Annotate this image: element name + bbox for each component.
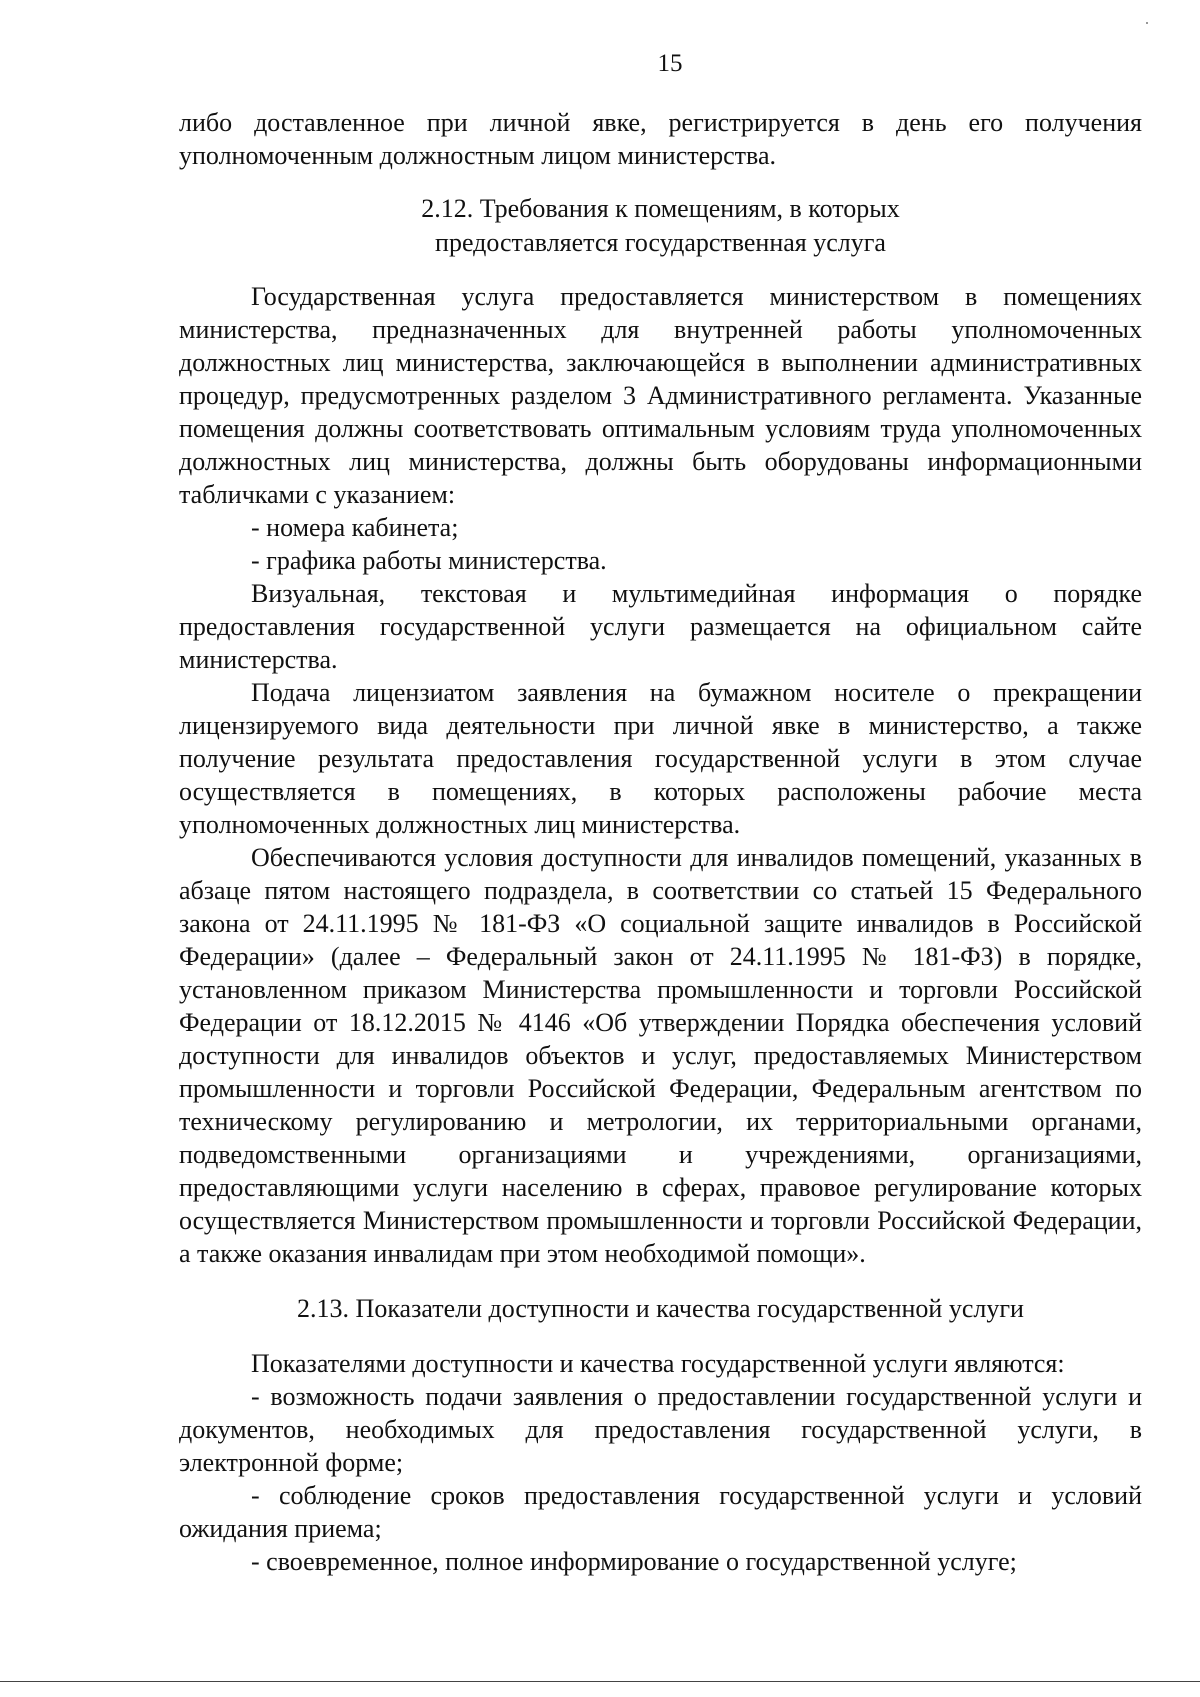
paragraph-application-submission: Подача лицензиатом заявления на бумажном носителе о прекращении лицензируемого вида деятельности при личной явке в министерство, а также получение результата предоставления государственной услуги в этом случае осуществляется в помещениях, в которых расположены рабочие места уполномоченных должностных лиц министерства.: [179, 678, 1142, 839]
paragraph-indicators-intro: Показателями доступности и качества государственной услуги являются:: [251, 1349, 1065, 1378]
list-item-cabinet-number: - номера кабинета;: [251, 513, 459, 542]
paragraph-accessibility: Обеспечиваются условия доступности для инвалидов помещений, указанных в абзаце пятом настоящего подраздела, в соответствии со статьей 15 Федерального закона от 24.11.1995 № 181-ФЗ «О социальной защите инвалидов в Российской Федерации» (далее – Федеральный закон от 24.11.1995 № 181-ФЗ) в порядке, установленном приказом Министерства промышленности и торговли Российской Федерации от 18.12.2015 № 4146 «Об утверждении Порядка обеспечения условий доступности для инвалидов объектов и услуг, предоставляемых Министерством промышленности и торговли Российской Федерации, Федеральным агентством по техническому регулированию и метрологии, их территориальными органами, подведомственными организациями и учреждениями, организациями, предоставляющими услуги населению в сферах, правовое регулирование которых осуществляется Министерством промышленности и торговли Российской Федерации, а также оказания инвалидам при этом необходимой помощи».: [179, 843, 1142, 1268]
scan-speck: [1146, 22, 1148, 24]
document-body: [179, 106, 1142, 1578]
list-item-deadlines: - соблюдение сроков предоставления государственной услуги и условий ожидания приема;: [179, 1481, 1142, 1543]
section-heading-2-13: 2.13. Показатели доступности и качества государственной услуги: [297, 1294, 1024, 1323]
page-number: 15: [657, 50, 683, 77]
section-heading-2-12-line1: 2.12. Требования к помещениям, в которых: [421, 194, 900, 223]
section-heading-2-12: [179, 192, 1142, 260]
section-heading-2-12-line2: предоставляется государственная услуга: [435, 228, 886, 257]
paragraph-premises: Государственная услуга предоставляется министерством в помещениях министерства, предназначенных для внутренней работы уполномоченных должностных лиц министерства, заключающейся в выполнении административных процедур, предусмотренных разделом 3 Административного регламента. Указанные помещения должны соответствовать оптимальным условиям труда уполномоченных должностных лиц министерства, должны быть оборудованы информационными табличками с указанием:: [179, 282, 1142, 509]
paragraph-visual-info: Визуальная, текстовая и мультимедийная информация о порядке предоставления государственной услуги размещается на официальном сайте министерства.: [179, 579, 1142, 674]
list-item-information: - своевременное, полное информирование о государственной услуге;: [251, 1547, 1017, 1576]
list-item-electronic-submission: - возможность подачи заявления о предоставлении государственной услуги и документов, необходимых для предоставления государственной услуги, в электронной форме;: [179, 1382, 1142, 1477]
paragraph-continuation: либо доставленное при личной явке, регистрируется в день его получения уполномоченным должностным лицом министерства.: [179, 108, 1142, 170]
list-item-work-schedule: - графика работы министерства.: [251, 546, 607, 575]
scan-bottom-edge: [0, 1681, 1200, 1682]
